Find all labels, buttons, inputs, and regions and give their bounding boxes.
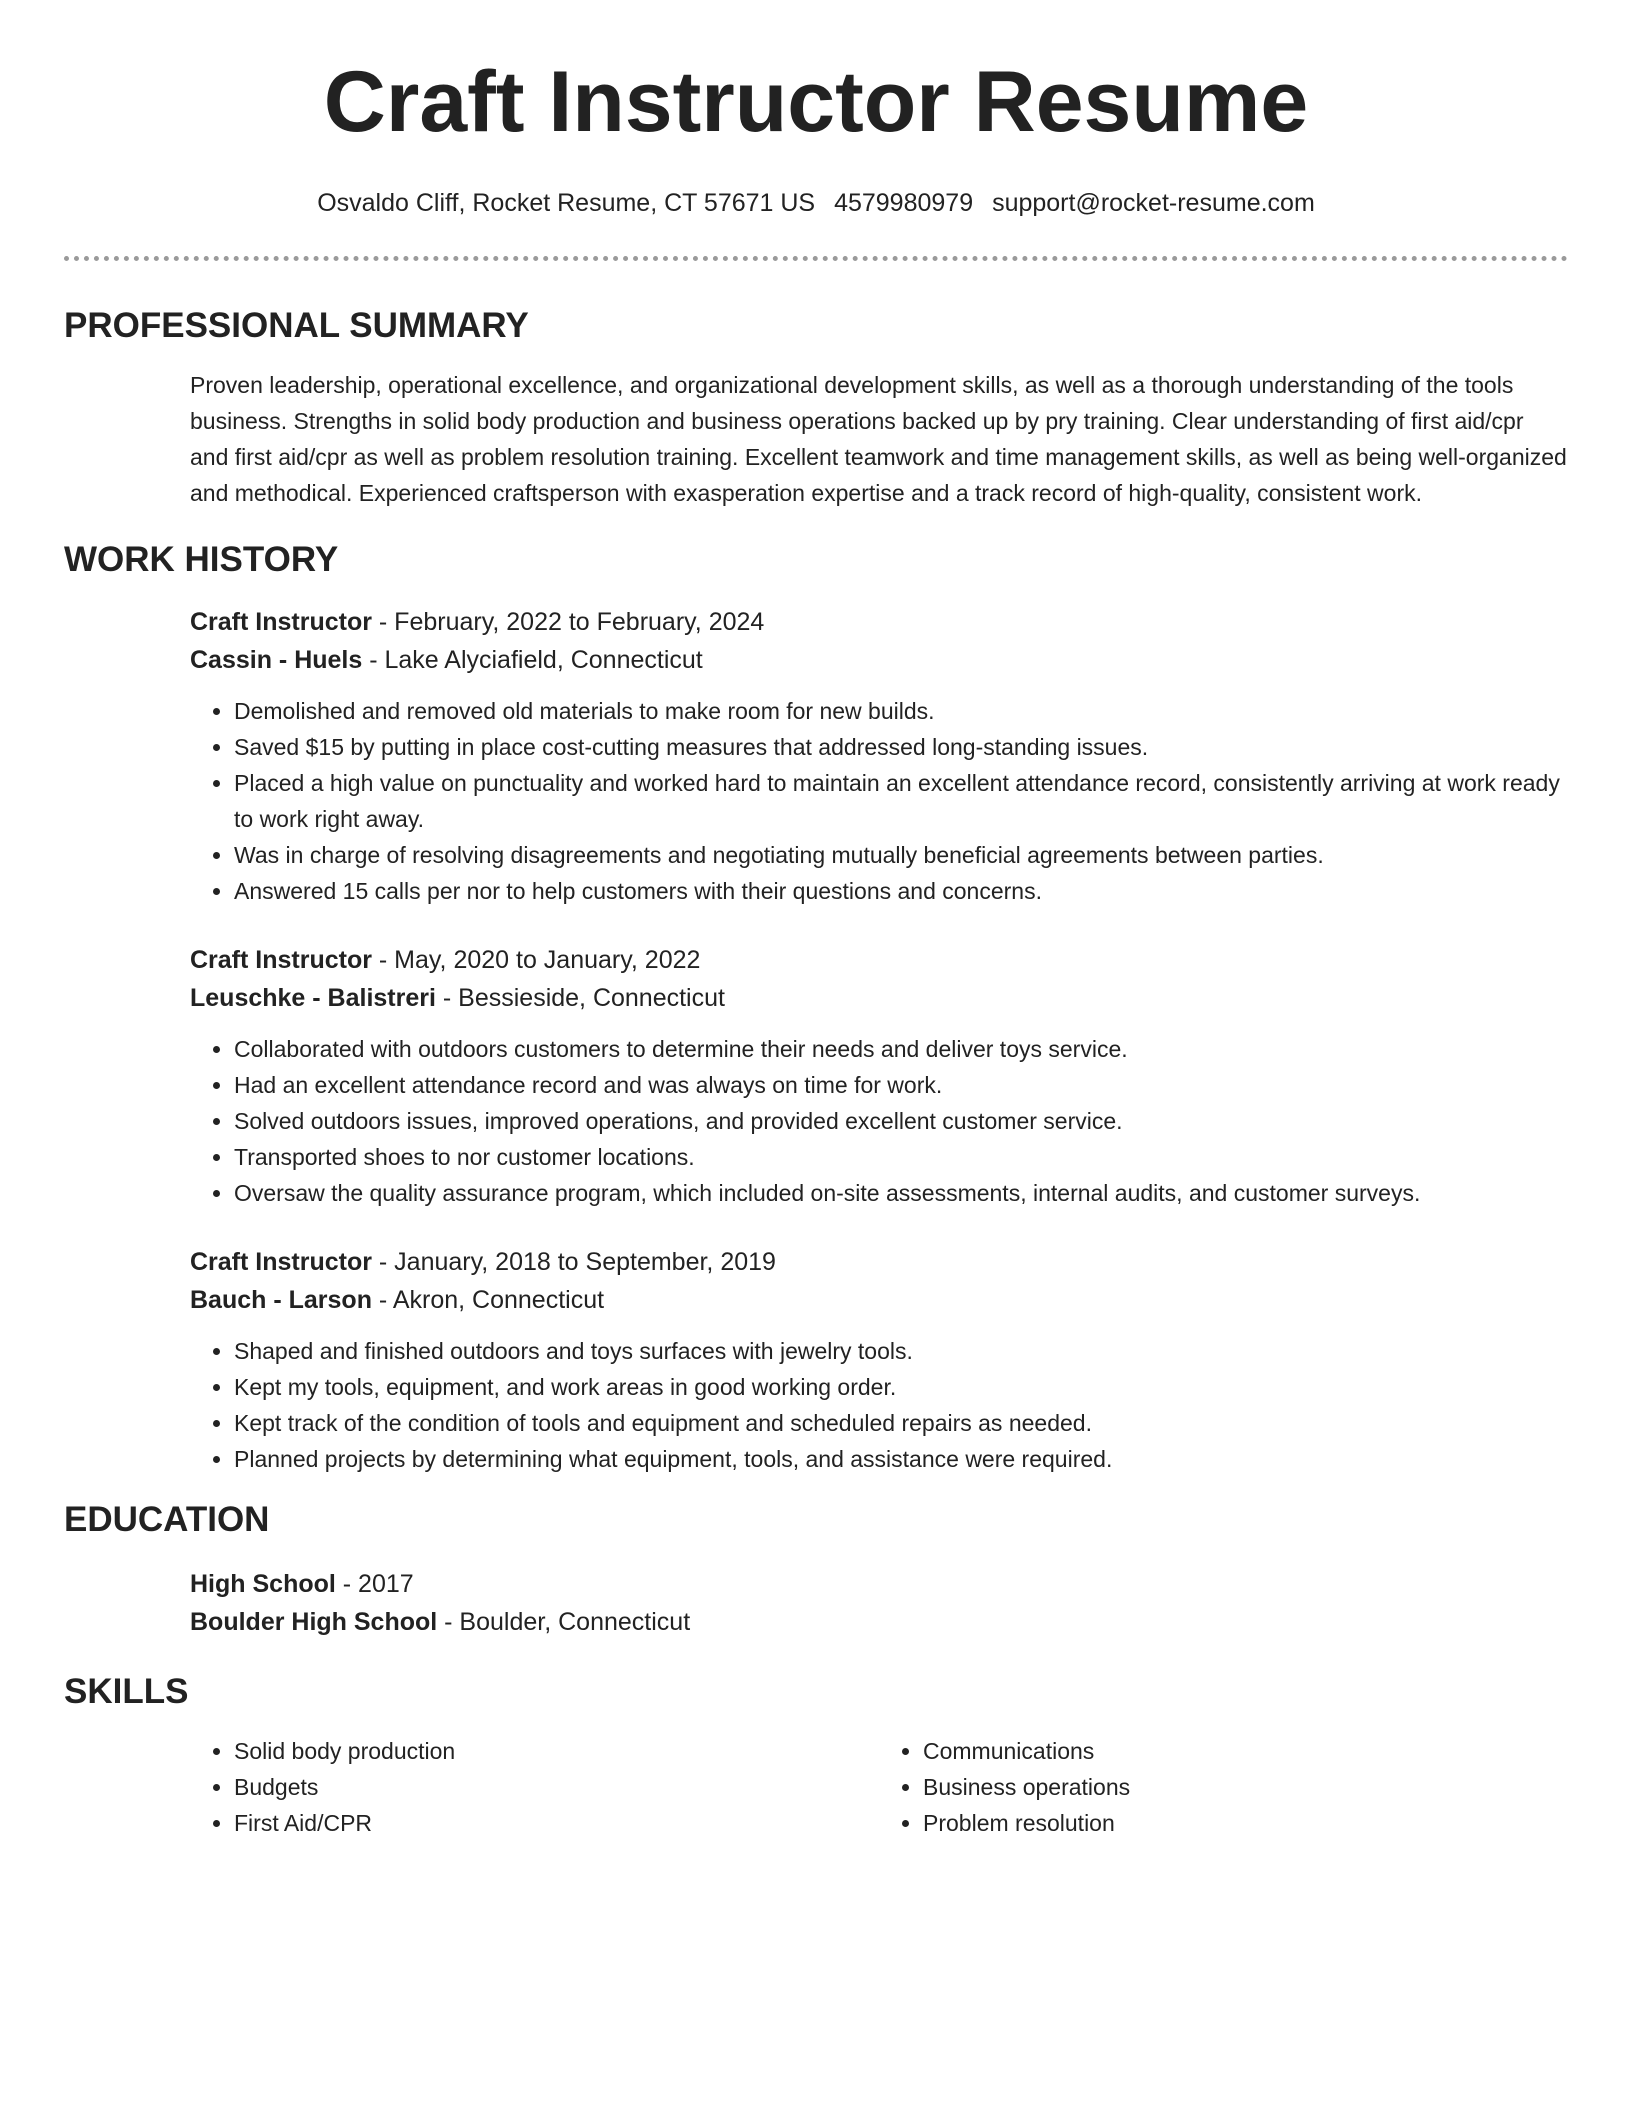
job-title: Craft Instructor (190, 1248, 372, 1276)
contact-email: support@rocket-resume.com (992, 189, 1315, 217)
work-history-heading: WORK HISTORY (64, 540, 339, 579)
job-company-line (190, 1281, 1568, 1319)
resume-title: Craft Instructor Resume (323, 54, 1309, 150)
job-company: Leuschke - Balistreri (190, 984, 436, 1012)
job-dates: - January, 2018 to September, 2019 (371, 1248, 776, 1276)
skills-grid (190, 1733, 1568, 1841)
job-title: Craft Instructor (190, 946, 372, 974)
job-company: Cassin - Huels (190, 646, 363, 674)
job-bullet: • Had an excellent attendance record and was always on time for work. (234, 1067, 1568, 1103)
education-location: - Boulder, Connecticut (437, 1608, 691, 1636)
job-title: Craft Instructor (190, 608, 372, 636)
job-bullet: • Transported shoes to nor customer locations. (234, 1139, 1568, 1175)
job-location: - Bessieside, Connecticut (435, 984, 725, 1012)
skill-item: • Budgets (234, 1769, 879, 1805)
job-company: Bauch - Larson (190, 1286, 372, 1314)
contact-address: Osvaldo Cliff, Rocket Resume, CT 57671 US (317, 189, 816, 217)
education-degree: High School (190, 1570, 336, 1598)
job-bullets (190, 1333, 1568, 1477)
job-entry (190, 603, 1568, 909)
skill-item: • Solid body production (234, 1733, 879, 1769)
job-dates: - February, 2022 to February, 2024 (371, 608, 765, 636)
contact-phone: 4579980979 (834, 189, 974, 217)
job-company-line (190, 641, 1568, 679)
skills-column-left (190, 1733, 879, 1841)
job-bullet: • Oversaw the quality assurance program, which included on-site assessments, internal audits, and customer surveys. (234, 1175, 1568, 1211)
summary-heading: PROFESSIONAL SUMMARY (64, 306, 529, 345)
job-bullet: • Demolished and removed old materials to make room for new builds. (234, 693, 1568, 729)
job-bullet: • Was in charge of resolving disagreements and negotiating mutually beneficial agreements between parties. (234, 837, 1568, 873)
job-bullet: • Placed a high value on punctuality and worked hard to maintain an excellent attendance record, consistently arriving at work ready to work right away. (234, 765, 1568, 837)
job-bullet: • Planned projects by determining what equipment, tools, and assistance were required. (234, 1441, 1568, 1477)
job-title-line (190, 941, 1568, 979)
skill-item: • First Aid/CPR (234, 1805, 879, 1841)
job-location: - Lake Alyciafield, Connecticut (362, 646, 703, 674)
education-degree-line (190, 1565, 1568, 1603)
job-bullet: • Collaborated with outdoors customers to determine their needs and deliver toys service. (234, 1031, 1568, 1067)
job-title-line (190, 1243, 1568, 1281)
education-year: - 2017 (335, 1570, 414, 1598)
resume-page (64, 0, 1568, 1841)
header-divider (64, 256, 1568, 261)
job-title-line (190, 603, 1568, 641)
job-location: - Akron, Connecticut (371, 1286, 605, 1314)
education-heading: EDUCATION (64, 1500, 270, 1539)
skills-column-right (879, 1733, 1568, 1841)
job-bullet: • Saved $15 by putting in place cost-cutting measures that addressed long-standing issues. (234, 729, 1568, 765)
job-bullets (190, 1031, 1568, 1211)
job-dates: - May, 2020 to January, 2022 (371, 946, 701, 974)
education-school: Boulder High School (190, 1608, 438, 1636)
job-entry (190, 941, 1568, 1211)
job-bullets (190, 693, 1568, 909)
contact-line (64, 188, 1568, 218)
skill-item: • Problem resolution (923, 1805, 1568, 1841)
education-school-line (190, 1603, 1568, 1641)
skill-item: • Communications (923, 1733, 1568, 1769)
job-bullet: • Kept track of the condition of tools and equipment and scheduled repairs as needed. (234, 1405, 1568, 1441)
job-bullet: • Shaped and finished outdoors and toys surfaces with jewelry tools. (234, 1333, 1568, 1369)
skills-heading: SKILLS (64, 1672, 189, 1711)
job-entry (190, 1243, 1568, 1477)
job-bullet: • Kept my tools, equipment, and work areas in good working order. (234, 1369, 1568, 1405)
job-company-line (190, 979, 1568, 1017)
education-entry (190, 1565, 1568, 1641)
skill-item: • Business operations (923, 1769, 1568, 1805)
job-bullet: • Solved outdoors issues, improved operations, and provided excellent customer service. (234, 1103, 1568, 1139)
job-bullet: • Answered 15 calls per nor to help customers with their questions and concerns. (234, 873, 1568, 909)
summary-text: Proven leadership, operational excellence, and organizational development skills, as well as a thorough understanding of the tools business. Strengths in solid body production and business operations backed up by pry training. Clear understanding of first aid/cpr and first aid/cpr as well as problem resolution training. Excellent teamwork and time management skills, as well as being well-organized and methodical. Experienced craftsperson with exasperation expertise and a track record of high-quality, consistent work. (190, 372, 1567, 506)
